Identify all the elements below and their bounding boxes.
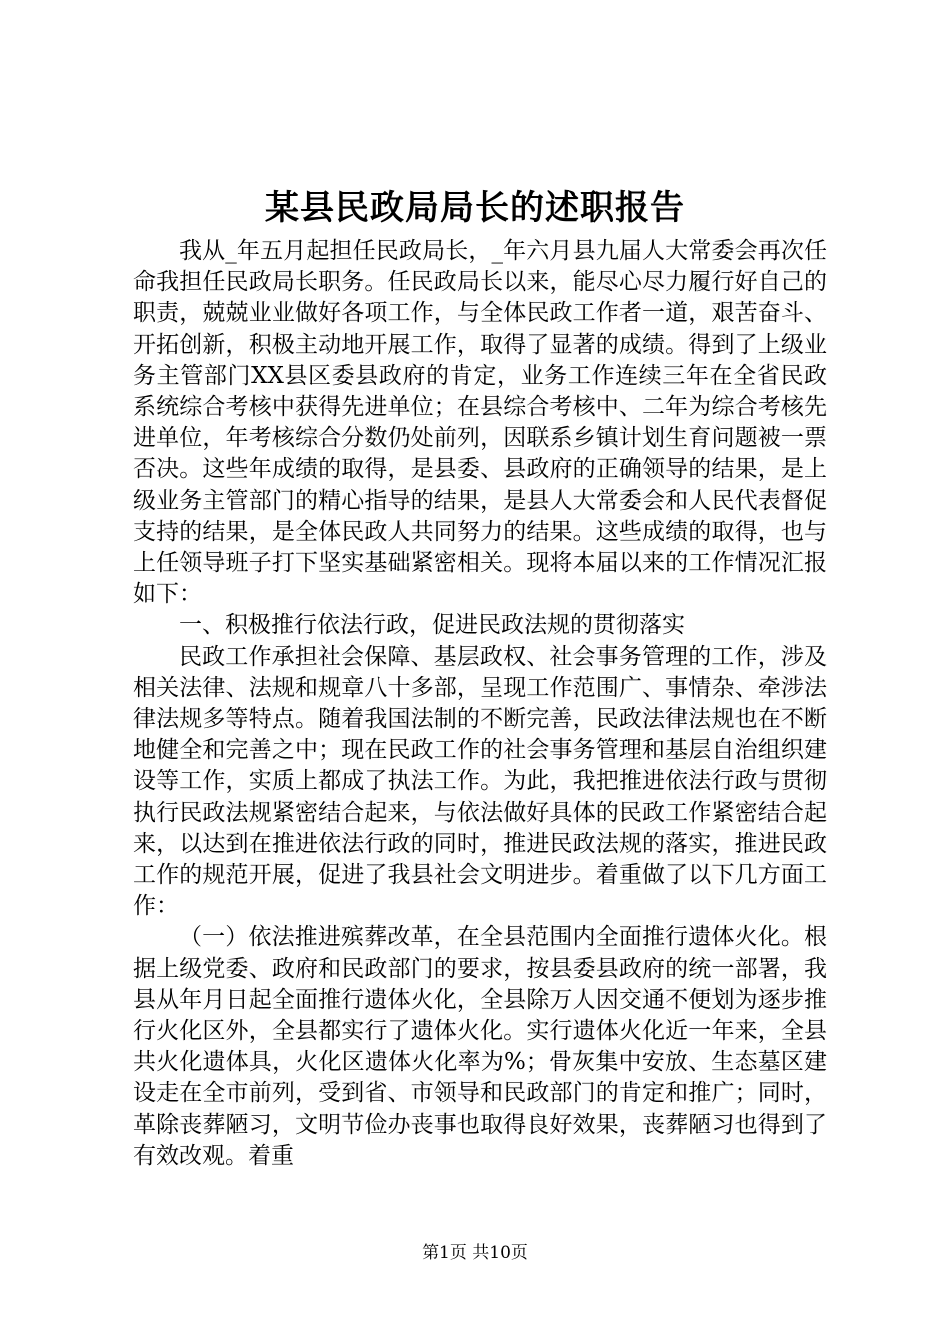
section-heading-1: 一、积极推行依法行政，促进民政法规的贯彻落实 (179, 612, 685, 639)
paragraph-intro: 我从_年五月起担任民政局长，_年六月县九届人大常委会再次任命我担任民政局长职务。任民政局长以来，能尽心尽力履行好自己的职责，兢兢业业做好各项工作，与全体民政工作者一道，艰苦奋斗、开拓创新，积极主动地开展工作，取得了显著的成绩。得到了上级业务主管部门XX县区委县政府的肯定，业务工作连续三年在全省民政系统综合考核中获得先进单位；在县综合考核中、二年为综合考核先进单位，年考核综合分数仍处前列，因联系乡镇计划生育问题被一票否决。这些年成绩的取得，是县委、县政府的正确领导的结果，是上级业务主管部门的精心指导的结果，是县人大常委会和人民代表督促支持的结果，是全体民政人共同努力的结果。这些成绩的取得，也与上任领导班子打下坚实基础紧密相关。现将本届以来的工作情况汇报如下： (133, 238, 827, 608)
document-title: 某县民政局局长的述职报告 (265, 188, 685, 228)
paragraph-subsection-1: （一）依法推进殡葬改革，在全县范围内全面推行遗体火化。根据上级党委、政府和民政部门的要求，按县委县政府的统一部署，我县从年月日起全面推行遗体火化，全县除万人因交通不便划为逐步推行火化区外，全县都实行了遗体火化。实行遗体火化近一年来，全县共火化遗体具，火化区遗体火化率为%；骨灰集中安放、生态墓区建设走在全市前列，受到省、市领导和民政部门的肯定和推广；同时，革除丧葬陋习，文明节俭办丧事也取得良好效果，丧葬陋习也得到了有效改观。着重 (133, 924, 827, 1169)
paragraph-section-1: 民政工作承担社会保障、基层政权、社会事务管理的工作，涉及相关法律、法规和规章八十多部，呈现工作范围广、事情杂、牵涉法律法规多等特点。随着我国法制的不断完善，民政法律法规也在不断地健全和完善之中；现在民政工作的社会事务管理和基层自治组织建设等工作，实质上都成了执法工作。为此，我把推进依法行政与贯彻执行民政法规紧密结合起来，与依法做好具体的民政工作紧密结合起来，以达到在推进依法行政的同时，推进民政法规的落实，推进民政工作的规范开展，促进了我县社会文明进步。着重做了以下几方面工作： (133, 643, 827, 920)
page-footer: 第1页 共10页 (422, 1243, 528, 1263)
document-body (133, 236, 827, 1172)
